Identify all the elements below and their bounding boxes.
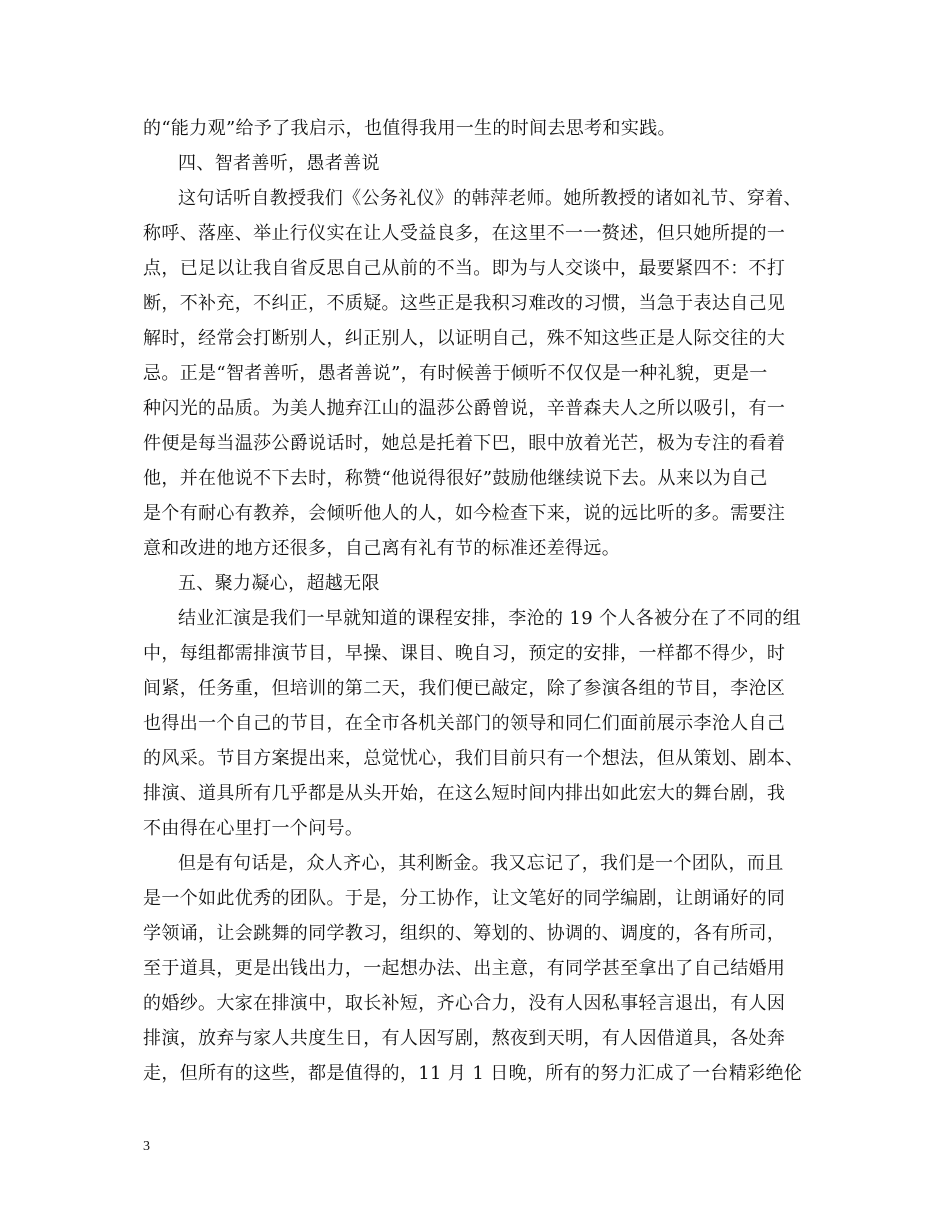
body-text-line: 断，不补充，不纠正，不质疑。这些正是我积习难改的习惯，当急于表达自己见: [143, 293, 786, 314]
body-text-line: 至于道具，更是出钱出力，一起想办法、出主意，有同学甚至拿出了自己结婚用: [143, 958, 786, 979]
body-text-line: 种闪光的品质。为美人抛弃江山的温莎公爵曾说，辛普森夫人之所以吸引，有一: [143, 398, 786, 419]
body-text-line: 称呼、落座、举止行仪实在让人受益良多，在这里不一一赘述，但只她所提的一: [143, 223, 786, 244]
body-text-line: 是个有耐心有教养，会倾听他人的人，如今检查下来，说的远比听的多。需要注: [143, 503, 786, 524]
body-text-line: 间紧，任务重，但培训的第二天，我们便已敲定，除了参演各组的节目，李沧区: [143, 678, 786, 699]
body-text-line: 意和改进的地方还很多，自己离有礼有节的标准还差得远。: [143, 538, 621, 559]
page-number: 3: [143, 1139, 150, 1154]
body-text-line: 结业汇演是我们一早就知道的课程安排，李沧的 19 个人各被分在了不同的组: [178, 608, 801, 629]
body-text-line: 点，已足以让我自省反思自己从前的不当。即为与人交谈中，最要紧四不：不打: [143, 258, 786, 279]
body-text-line: 不由得在心里打一个问号。: [143, 818, 364, 839]
section-heading: 五、聚力凝心，超越无限: [178, 573, 380, 594]
body-text-line: 的风采。节目方案提出来，总觉忧心，我们目前只有一个想法，但从策划、剧本、: [143, 748, 804, 769]
body-text-line: 忌。正是“智者善听，愚者善说”，有时候善于倾听不仅仅是一种礼貌，更是一: [143, 363, 768, 384]
body-text-line: 也得出一个自己的节目，在全市各机关部门的领导和同仁们面前展示李沧人自己: [143, 713, 786, 734]
body-text-line: 的“能力观”给予了我启示，也值得我用一生的时间去思考和实践。: [143, 118, 676, 139]
body-text-line: 中，每组都需排演节目，早操、课目、晚自习，预定的安排，一样都不得少，时: [143, 643, 786, 664]
body-text-line: 他，并在他说不下去时，称赞“他说得很好”鼓励他继续说下去。从来以为自己: [143, 468, 768, 489]
body-text-line: 这句话听自教授我们《公务礼仪》的韩萍老师。她所教授的诸如礼节、穿着、: [178, 188, 802, 209]
body-text-line: 是一个如此优秀的团队。于是，分工协作，让文笔好的同学编剧，让朗诵好的同: [143, 888, 786, 909]
body-text-line: 排演，放弃与家人共度生日，有人因写剧，熬夜到天明，有人因借道具，各处奔: [143, 1028, 786, 1049]
body-text-line: 件便是每当温莎公爵说话时，她总是托着下巴，眼中放着光芒，极为专注的看着: [143, 433, 786, 454]
body-text-line: 学领诵，让会跳舞的同学教习，组织的、筹划的、协调的、调度的，各有所司，: [143, 923, 786, 944]
body-text-line: 解时，经常会打断别人，纠正别人，以证明自己，殊不知这些正是人际交往的大: [143, 328, 786, 349]
body-text-line: 走，但所有的这些，都是值得的，11 月 1 日晚，所有的努力汇成了一台精彩绝伦: [143, 1063, 803, 1084]
body-text-line: 但是有句话是，众人齐心，其利断金。我又忘记了，我们是一个团队，而且: [178, 853, 784, 874]
body-text-line: 的婚纱。大家在排演中，取长补短，齐心合力，没有人因私事轻言退出，有人因: [143, 993, 786, 1014]
section-heading: 四、智者善听，愚者善说: [178, 153, 380, 174]
body-text-line: 排演、道具所有几乎都是从头开始，在这么短时间内排出如此宏大的舞台剧，我: [143, 783, 786, 804]
